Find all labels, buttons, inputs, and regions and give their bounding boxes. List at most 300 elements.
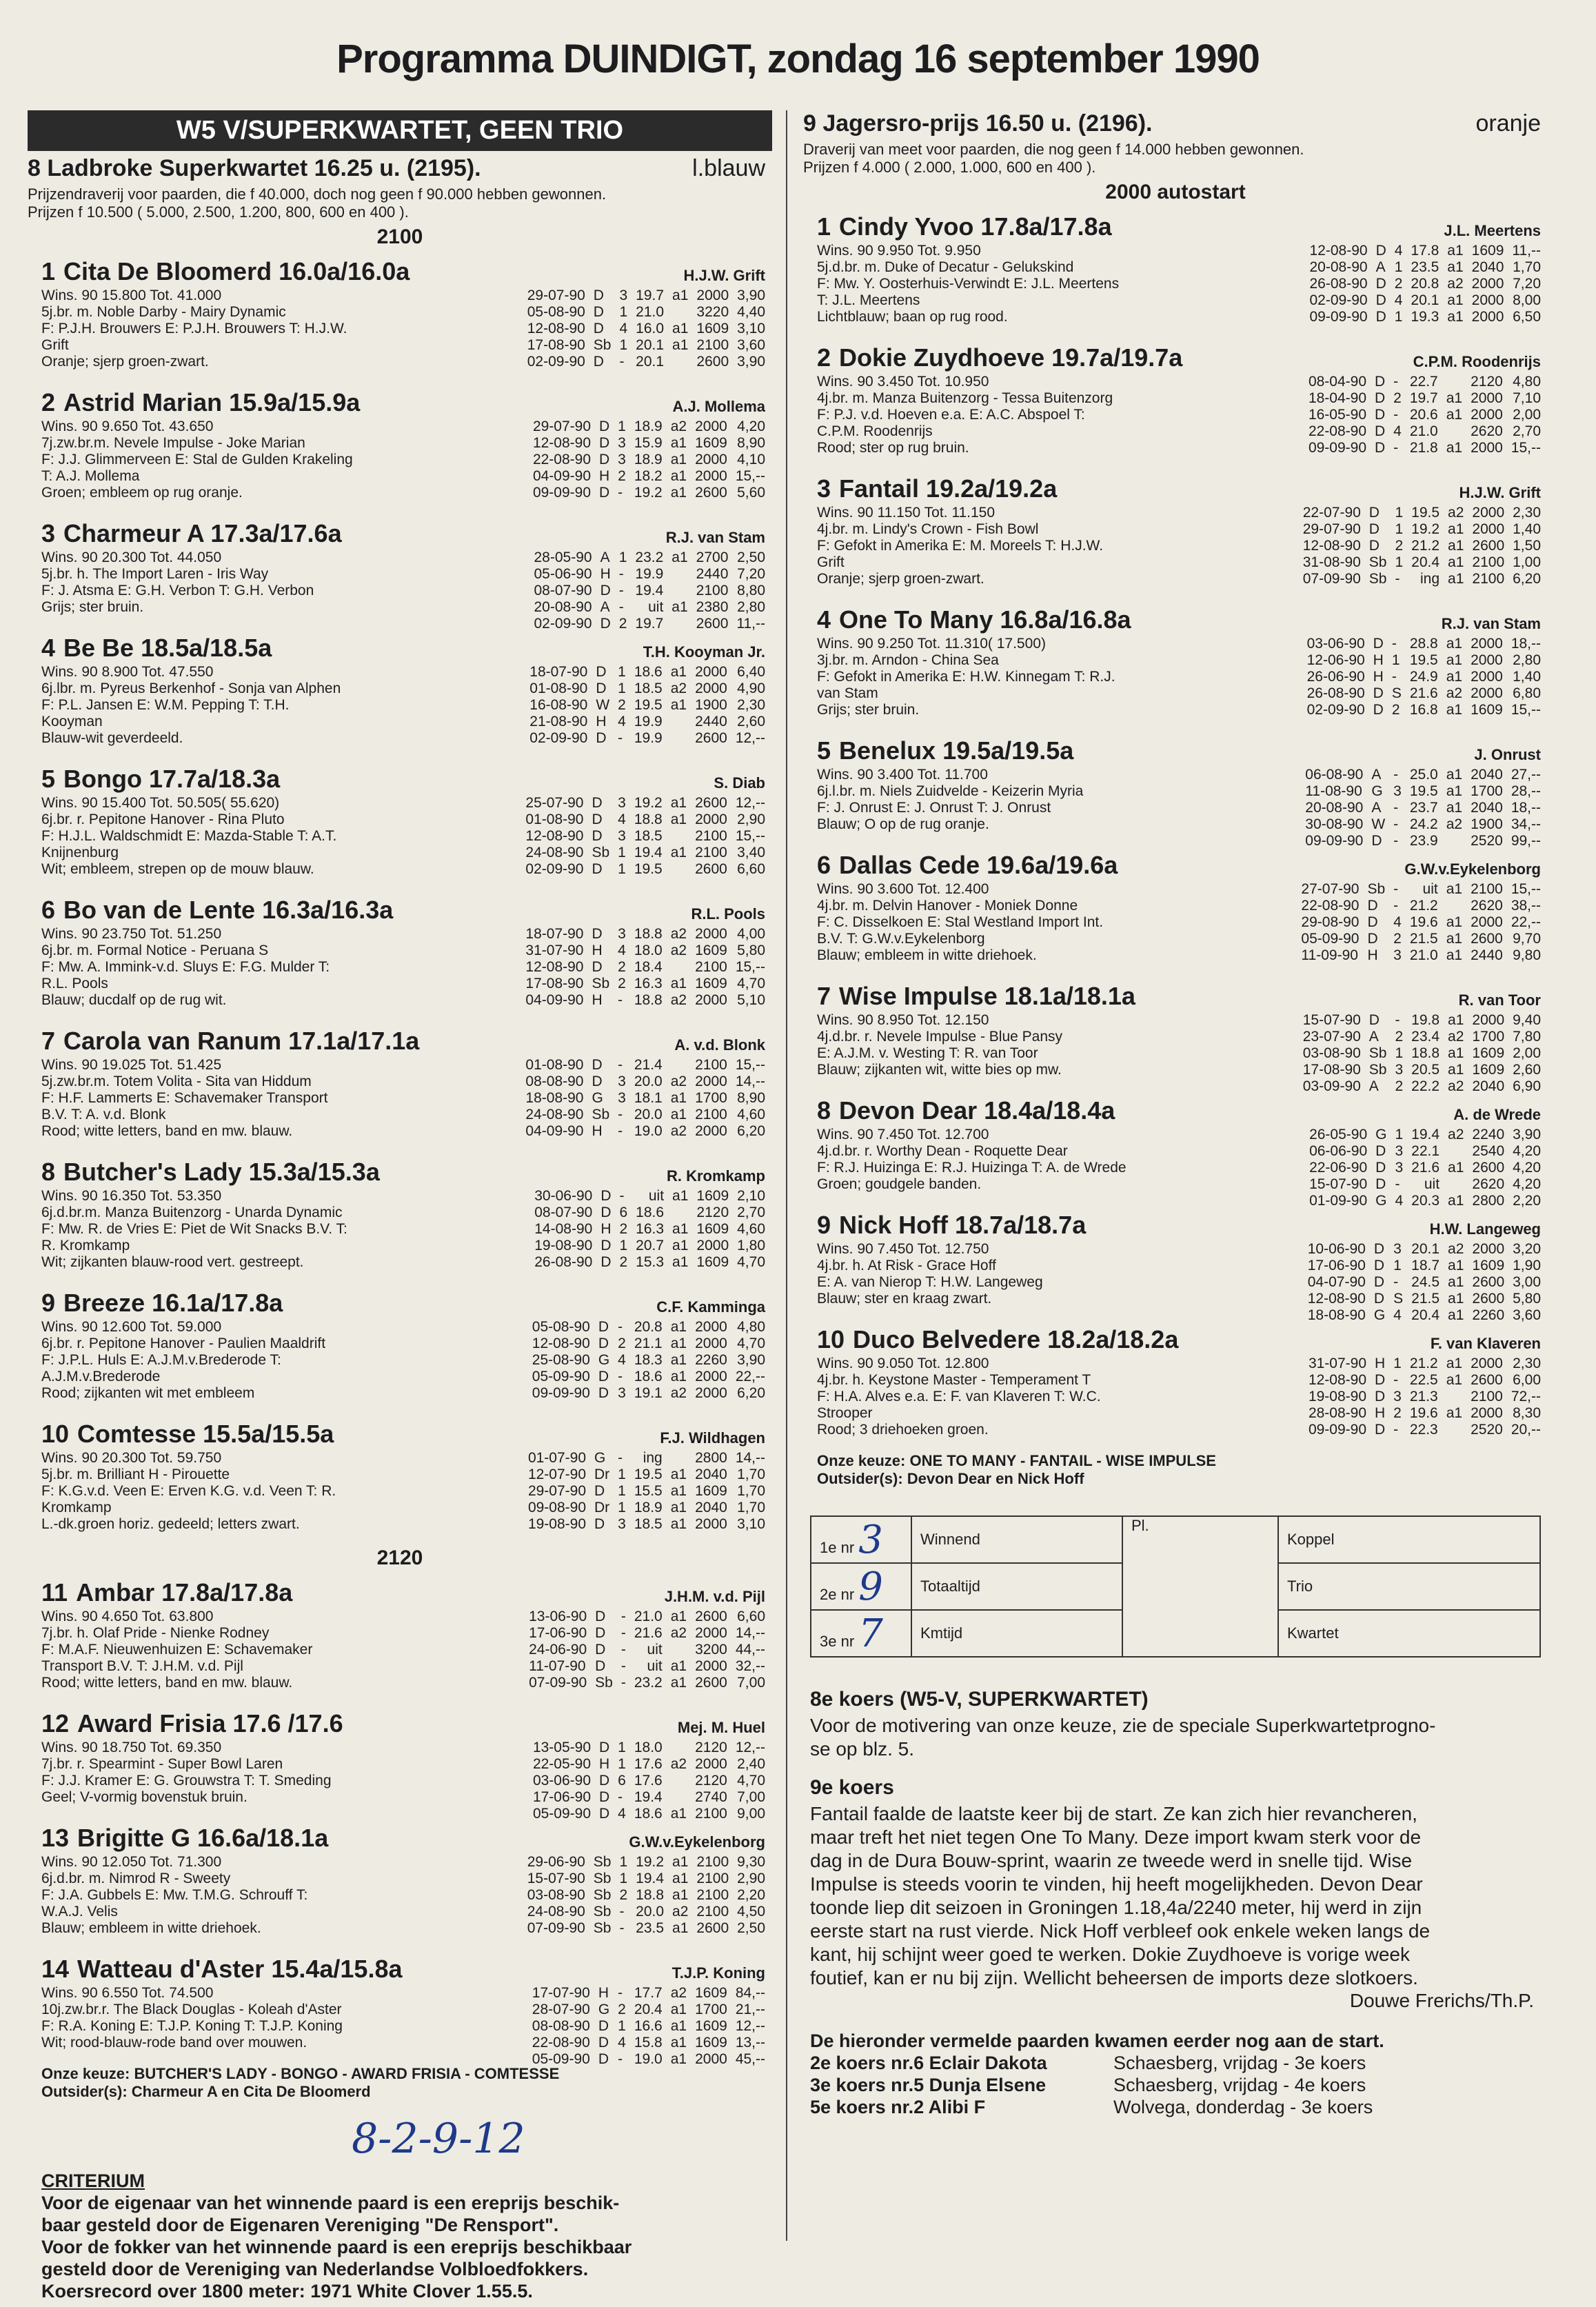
result-cell: a2 [670,992,687,1008]
result-cell: G [1373,1307,1386,1323]
result-place-2 [811,1563,911,1610]
result-cell: 4 [1394,292,1403,308]
result-row [519,1871,765,1887]
horse-info [817,374,1203,456]
result-cell: 3 [1393,1389,1402,1404]
result-cell: H [596,714,607,729]
info-line: Wins. 90 9.050 Tot. 12.800 [817,1356,989,1371]
horse-info [41,1609,427,1691]
horse-name [41,388,360,417]
earlier-location: Schaesberg, vrijdag - 4e koers [1113,2075,1366,2095]
result-cell: 18.0 [634,1740,663,1755]
info-line: 6j.br. r. Pepitone Hanover - Paulien Maaldrift [41,1336,326,1351]
result-cell: 2100 [695,1806,727,1822]
result-row [519,354,765,370]
result-row [524,1369,765,1385]
result-cell: 2700 [696,550,729,565]
result-cell: 23.5 [1411,259,1440,275]
result-cell: 2100 [695,845,727,860]
result-cell: 2000 [695,452,727,467]
info-line: T: A.J. Mollema [41,468,140,484]
info-line: F: P.J. v.d. Hoeven e.a. E: A.C. Abspoel T: [817,407,1085,423]
result-cell: D [599,419,610,434]
result-cell: 20.1 [1411,292,1440,308]
result-cell: D [1375,374,1386,390]
info-line: 5j.d.br. m. Duke of Decatur - Gelukskind [817,259,1074,275]
result-cell: - [1391,636,1397,652]
result-row [1300,1258,1541,1274]
result-row [1297,800,1541,816]
horse-header [803,208,1548,243]
result-row [519,321,765,337]
result-cell: 4,40 [737,304,765,320]
horse-info [41,1740,427,1806]
kwartet-cell: Kwartet [1278,1610,1540,1657]
horse-name [41,896,393,925]
result-cell: 1609 [1472,1258,1505,1273]
result-cell: 6,20 [737,1123,765,1139]
result-cell: D [599,485,610,501]
info-line: Wit; embleem, strepen op de mouw blauw. [41,861,314,877]
result-cell: 2000 [695,1123,727,1139]
result-row [1300,1422,1541,1438]
handwritten-number: 7 [858,1611,883,1656]
result-row [519,337,765,354]
result-cell: 24-08-90 [525,1107,584,1122]
result-cell: 11,-- [736,616,765,632]
horse-header [28,1285,772,1319]
result-cell: 8,80 [737,583,765,598]
result-cell: 02-09-90 [525,861,584,877]
result-cell: 2000 [695,1369,727,1384]
result-cell: 4,70 [737,1773,765,1789]
result-cell: 72,-- [1511,1389,1541,1404]
result-row [1299,652,1541,669]
result-cell: - [1393,374,1399,390]
result-cell: 21.5 [1409,931,1438,947]
result-cell: - [618,1369,623,1384]
result-cell: 2 [618,697,626,713]
result-cell: 12-08-90 [525,828,584,844]
result-cell: 3,10 [737,321,765,336]
horse-header [28,1820,772,1854]
result-cell: 17-06-90 [529,1625,587,1641]
info-line: Wins. 90 7.450 Tot. 12.750 [817,1241,989,1257]
result-cell: 02-09-90 [529,730,588,746]
horse-entry [28,1022,772,1140]
result-cell: 2600 [695,485,727,501]
result-cell: 2000 [1471,407,1503,423]
result-row [520,1500,765,1516]
result-cell: a1 [670,2035,687,2051]
result-cell: 17-06-90 [1307,1258,1366,1273]
result-cell: D [1375,440,1386,456]
info-line: Kromkamp [41,1500,112,1515]
commentary-text [810,1802,1548,1990]
result-cell: 1700 [695,1090,727,1106]
result-cell: 16.3 [634,976,663,991]
info-line: Wins. 90 9.950 Tot. 9.950 [817,243,981,259]
result-cell: 16-05-90 [1308,407,1366,423]
result-cell: - [618,583,624,598]
result-cell: D [592,1074,603,1089]
result-cell: G [1375,1127,1387,1142]
result-cell: A [1371,767,1382,783]
result-cell: a1 [670,697,687,713]
result-cell: D [600,583,611,598]
result-cell: 2100 [695,828,727,844]
result-cell: a1 [1448,1193,1464,1209]
result-cell: 01-07-90 [527,1450,586,1466]
result-cell: 2040 [695,1500,727,1515]
result-cell: a2 [670,926,687,942]
info-line: F: J. Atsma E: G.H. Verbon T: G.H. Verbon [41,583,314,598]
result-cell: a1 [670,468,687,484]
result-cell: 1 [619,337,628,353]
trio-cell: Trio [1278,1563,1540,1610]
result-cell: 1 [618,1467,626,1482]
result-cell: 05-09-90 [532,2051,590,2067]
result-cell: D [593,288,604,303]
horse-title: Bongo 17.7a/18.3a [63,765,281,793]
result-cell: 15.8 [634,2035,663,2051]
horse-info [41,1450,427,1533]
result-row [524,1352,765,1369]
result-cell: 1,90 [1513,1258,1541,1273]
result-cell: - [618,992,623,1008]
horse-title: Devon Dear 18.4a/18.4a [839,1096,1115,1125]
horse-details [803,1127,1548,1209]
result-cell: 1,70 [737,1483,765,1499]
result-row [1293,898,1541,914]
result-row [526,599,766,616]
result-cell: 09-09-90 [532,1385,590,1401]
result-cell: 15,-- [1511,702,1541,718]
result-cell: 3 [1393,783,1402,799]
result-cell: 17-07-90 [532,1985,590,2001]
result-row [1301,1127,1541,1143]
info-line: F: H.J.L. Waldschmidt E: Mazda-Stable T: A.T. [41,828,337,844]
result-cell: 20-08-90 [1309,259,1368,275]
result-cell: Sb [592,976,610,991]
result-cell: 1 [619,1871,628,1886]
result-cell: 15.5 [634,1483,663,1499]
result-row [524,2002,765,2018]
info-line: Wins. 90 15.400 Tot. 50.505( 55.620) [41,795,280,811]
result-cell: 2100 [695,1057,727,1073]
result-cell: 20.3 [1411,1193,1440,1209]
result-cell: 2 [619,1221,628,1237]
result-cell: 19.2 [1411,521,1440,537]
result-cell: 4 [1393,1307,1402,1323]
result-cell: a1 [670,1500,687,1515]
criterium-line: Voor de fokker van het winnende paard is een ereprijs beschikbaar [41,2237,632,2257]
info-line: Grift [41,337,69,353]
horse-header [28,629,772,664]
horse-info [817,636,1203,718]
result-cell: A [1368,1078,1379,1094]
result-cell: 04-09-90 [525,992,584,1008]
result-cell: H [599,1756,610,1772]
result-row [1300,423,1541,440]
result-cell: 06-06-90 [1309,1143,1368,1159]
horse-header [803,470,1548,505]
result-cell: 23-07-90 [1302,1029,1361,1045]
horse-header [28,1022,772,1057]
result-cell: 4,60 [737,1221,765,1237]
race-conditions [803,141,1548,177]
result-cell: 1900 [1471,816,1503,832]
horse-entry [803,847,1548,964]
result-cell: a1 [1448,538,1464,554]
result-cell: 1 [618,2018,626,2034]
commentary-line: kant, hij schijnt weer goed te werken. Dokie Zuydhoeve is vorige week [810,1944,1410,1965]
horse-name [817,1096,1115,1125]
result-cell: G [594,1450,606,1466]
result-cell: 08-08-90 [532,2018,590,2034]
result-cell: 4,90 [737,681,765,696]
result-cell: D [600,616,611,632]
result-cell: 45,-- [735,2051,765,2067]
result-cell: 2000 [1471,652,1503,668]
info-line: Wins. 90 23.750 Tot. 51.250 [41,926,222,942]
result-cell: 19.7 [636,288,665,303]
result-cell [663,730,687,747]
result-cell: 20.0 [636,1904,665,1920]
result-cell: D [1375,1143,1386,1159]
race-header [28,155,772,184]
result-cell: 2600 [1472,1274,1505,1290]
horse-title: Breeze 16.1a/17.8a [63,1289,283,1317]
result-cell: a2 [670,1385,687,1401]
horse-details [803,636,1548,718]
result-cell: 15-07-90 [1302,1012,1361,1028]
horse-name [41,1027,419,1056]
result-cell: 18.3 [634,1352,663,1368]
result-cell: a1 [1448,1307,1464,1323]
horse-header [803,601,1548,636]
result-cell: D [1373,685,1384,701]
result-row [1293,931,1541,947]
trainer-name: R. Kromkamp [666,1167,765,1185]
result-cell: 6,00 [1513,1372,1541,1388]
result-cell: 2000 [695,1385,727,1401]
result-row [1300,1405,1541,1422]
result-cell: a1 [1446,1372,1463,1388]
result-row [524,2035,765,2051]
horse-details [28,288,772,370]
result-cell: D [592,828,603,844]
result-cell: 2 [618,976,626,991]
result-cell: 2600 [696,354,729,370]
result-cell [663,566,687,583]
result-cell: - [1393,767,1399,783]
result-cell: 3 [1395,1160,1404,1176]
result-cell: 2,90 [737,1871,765,1886]
result-cell: a2 [1448,505,1464,521]
result-cell: 21.0 [1409,947,1438,963]
result-cell: 3 [618,435,626,451]
result-row [521,681,765,697]
result-cell: 18-08-90 [525,1090,584,1106]
result-cell: a1 [670,452,687,467]
result-cell: 19.6 [1409,1405,1438,1421]
result-cell: a1 [1446,783,1463,799]
result-cell: 5,10 [737,992,765,1008]
earlier-race: 2e koers nr.6 Eclair Dakota [810,2053,1047,2073]
result-cell: 22-05-90 [532,1756,591,1772]
result-cell: 2740 [695,1789,727,1805]
horse-name [41,1824,328,1853]
result-cell [663,861,687,878]
result-cell: D [1375,1389,1386,1404]
info-line: Kooyman [41,714,103,729]
result-cell: a2 [670,681,687,696]
result-cell: 2 [618,2002,626,2017]
result-cell: 20-08-90 [1305,800,1364,816]
result-cell: 2000 [1471,1356,1503,1371]
result-cell: 15,-- [735,468,765,484]
result-cell: 19.0 [634,2051,663,2067]
result-cell: G [1375,1193,1387,1209]
horse-details [28,1319,772,1402]
result-cell: D [600,1254,612,1270]
result-cell: 2,10 [737,1188,765,1204]
result-cell: a1 [1448,1258,1464,1273]
result-cell: 2000 [1471,636,1503,652]
result-cell: 44,-- [735,1642,765,1658]
horse-entry [803,732,1548,849]
result-cell: a2 [670,943,687,958]
horse-details [28,419,772,501]
horse-name [817,1325,1178,1354]
result-cell: a2 [1446,816,1463,832]
result-cell: 1609 [696,1254,729,1270]
result-cell: a2 [670,1625,687,1641]
result-cell: 16.8 [1409,702,1438,718]
info-line: Wins. 90 9.650 Tot. 43.650 [41,419,214,434]
our-choice: Onze keuze: BUTCHER'S LADY - BONGO - AWARD FRISIA - COMTESSE [41,2065,560,2082]
result-cell: 2 [1395,538,1404,554]
result-cell [1438,1389,1462,1405]
horse-details [803,505,1548,587]
result-cell: 2,50 [737,550,765,565]
result-cell: 24.5 [1411,1274,1440,1290]
result-cell: 27-07-90 [1301,881,1360,897]
result-row [525,485,765,501]
result-cell: 2100 [695,1107,727,1122]
trainer-name: R.J. van Stam [665,529,765,546]
info-line: Wins. 90 3.600 Tot. 12.400 [817,881,989,897]
result-cell: a2 [1447,276,1464,292]
info-line: 7j.zw.br.m. Nevele Impulse - Joke Marian [41,435,305,451]
result-cell: 2,50 [737,1920,765,1936]
horse-info [41,795,427,878]
result-cell: 2,60 [1513,1062,1541,1078]
result-cell: - [1393,407,1399,423]
result-cell: Dr [594,1467,610,1482]
result-row [517,812,765,828]
result-cell: 2440 [1471,947,1503,963]
info-line: Wins. 90 18.750 Tot. 69.350 [41,1740,222,1755]
result-cell: 04-09-90 [525,1123,584,1139]
result-cell: 12-08-90 [1308,1372,1366,1388]
result-cell: 09-09-90 [1309,309,1368,325]
result-cell: 2520 [1471,1422,1503,1438]
horse-info [817,1012,1203,1078]
horse-list [28,253,772,1533]
result-cell: 4,20 [1513,1143,1541,1159]
result-cell: 2,00 [1513,407,1541,423]
result-cell: 1 [1395,521,1404,537]
criterium-line: Voor de eigenaar van het winnende paard is een ereprijs beschik- [41,2193,620,2213]
result-cell: a1 [672,1221,689,1237]
result-cell: 9,40 [1513,1012,1541,1028]
result-cell: 1609 [696,321,729,336]
result-cell: 21.6 [634,1625,663,1641]
result-cell: a1 [1446,407,1463,423]
horse-title: Cita De Bloomerd 16.0a/16.0a [63,257,410,285]
horse-entry [28,1154,772,1271]
info-line: 7j.br. h. Olaf Pride - Nienke Rodney [41,1625,270,1641]
info-line: 5j.br. m. Brilliant H - Pirouette [41,1467,230,1482]
result-cell: 2380 [696,599,729,615]
result-cell: D [1371,833,1382,849]
result-cell: 6,50 [1513,309,1541,325]
result-cell: a1 [671,599,688,615]
result-cell: 02-09-90 [1306,702,1365,718]
result-cell: 3200 [695,1642,727,1658]
recent-results [524,1319,765,1402]
result-cell: 21.4 [634,1057,663,1073]
horse-title: Charmeur A 17.3a/17.6a [63,519,342,547]
result-cell: D [1373,1274,1384,1290]
result-cell: 1700 [1472,1029,1505,1045]
result-cell: 2040 [1471,800,1503,816]
result-cell: 1 [618,664,626,680]
result-cell: Sb [593,1871,612,1886]
result-row [519,1854,765,1871]
result-cell: 18.8 [634,992,663,1008]
result-row [525,419,765,435]
result-row [517,926,765,943]
recent-results [526,1188,765,1271]
info-line: E: A. van Nierop T: H.W. Langeweg [817,1274,1043,1290]
result-cell: D [1367,898,1378,914]
result-cell: a1 [670,1806,687,1822]
info-line: Blauw; zijkanten wit, witte bies op mw. [817,1062,1062,1078]
result-cell: uit [1424,1176,1440,1192]
outsiders: Outsider(s): Charmeur A en Cita De Bloomerd [41,2083,371,2100]
result-cell: 21.2 [1411,538,1440,554]
result-cell: D [600,1238,612,1253]
result-cell: 18.0 [634,943,663,958]
result-cell: uit [647,1642,663,1658]
result-row [526,583,766,599]
result-cell: 9,30 [737,1854,765,1870]
result-row [520,1467,765,1483]
result-cell: 16.3 [636,1221,665,1237]
result-cell: 23.4 [1411,1029,1440,1045]
horse-number: 1 [41,257,56,285]
place-label: 3e nr [820,1632,855,1650]
result-row [519,1904,765,1920]
result-cell: 1 [618,1740,626,1755]
result-cell: - [619,1904,625,1920]
result-cell: 23.2 [634,1675,663,1691]
info-line: 6j.d.br. m. Nimrod R - Sweety [41,1871,231,1886]
result-cell: a1 [1446,652,1463,668]
